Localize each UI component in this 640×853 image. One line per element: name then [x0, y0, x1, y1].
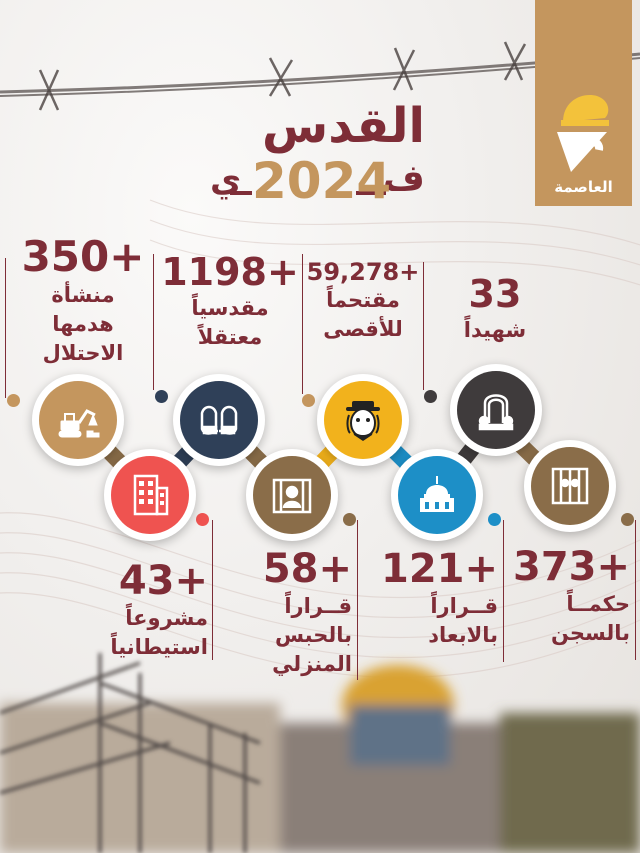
stat-deportation	[368, 546, 498, 650]
stat-number: 58+	[262, 546, 352, 592]
prison-bars-icon	[545, 461, 595, 511]
lead-dot	[7, 394, 20, 407]
stat-number: 121+	[380, 546, 498, 592]
stat-number: 373+	[512, 544, 630, 590]
prison-circle	[524, 440, 616, 532]
stat-label: استيطانياً	[110, 635, 208, 659]
lead-dot	[621, 513, 634, 526]
house-arrest-circle	[246, 449, 338, 541]
stat-label: قــراراً	[430, 594, 498, 618]
title-yaa: ي	[210, 160, 242, 200]
stat-detainees	[160, 250, 300, 352]
building-icon	[125, 470, 175, 520]
lead-dot	[424, 390, 437, 403]
settler-icon	[338, 395, 388, 445]
stat-house-arrest	[222, 546, 352, 679]
page-title: القدس	[262, 98, 425, 154]
logo-text: العاصمة	[554, 178, 613, 196]
lead-dot	[196, 513, 209, 526]
stat-label: بالابعاد	[428, 623, 498, 647]
stat-label: معتقلاً	[197, 325, 263, 349]
lead-dot	[343, 513, 356, 526]
lead-line	[635, 520, 636, 660]
lead-line	[357, 520, 358, 680]
stat-label: بالحبس	[274, 623, 352, 647]
stat-label: الاحتلال	[42, 341, 124, 365]
stat-settlement	[78, 558, 208, 662]
handcuffs-icon	[194, 395, 244, 445]
year-number: 2024	[252, 152, 392, 210]
stat-label: للأقصى	[323, 317, 403, 341]
stat-label: شهيداً	[463, 318, 527, 342]
lead-line	[423, 262, 424, 390]
deportation-circle	[391, 449, 483, 541]
stat-aqsa-intruders	[305, 258, 421, 344]
stat-number: 33	[468, 272, 522, 316]
stat-label: هدمها	[52, 312, 114, 336]
demolished-circle	[32, 374, 124, 466]
martyrs-circle	[450, 364, 542, 456]
lead-line	[212, 520, 213, 660]
stat-prison	[508, 544, 630, 648]
stat-label: المنزلي	[272, 652, 352, 676]
lead-line	[302, 254, 303, 394]
stat-number: 43+	[118, 558, 208, 604]
stat-number: 350+	[21, 232, 145, 281]
title-fi: ف	[383, 158, 425, 199]
stat-label: مقدسياً	[191, 296, 269, 320]
stat-label: بالسجن	[550, 621, 630, 645]
lead-dot	[155, 390, 168, 403]
lead-dot	[302, 394, 315, 407]
aqsa-intruders-circle	[317, 374, 409, 466]
stat-label: منشأة	[51, 283, 115, 307]
lead-line	[503, 520, 504, 662]
stat-label: حكمــاً	[566, 592, 630, 616]
lead-dot	[488, 513, 501, 526]
lead-line	[5, 258, 6, 398]
stat-label: قــراراً	[284, 594, 352, 618]
detainees-circle	[173, 374, 265, 466]
dome-of-rock-icon	[412, 470, 462, 520]
stat-number: 59,278+	[306, 258, 420, 286]
stat-label: مشروعاً	[125, 606, 208, 630]
stat-number: 1198+	[161, 250, 299, 294]
lead-line	[153, 254, 154, 390]
stat-label: مقتحماً	[326, 288, 400, 312]
grave-icon	[471, 385, 521, 435]
settlement-circle	[104, 449, 196, 541]
house-prison-icon	[267, 470, 317, 520]
bulldozer-icon	[53, 395, 103, 445]
stat-demolished	[18, 232, 148, 368]
stat-martyrs	[440, 272, 550, 345]
